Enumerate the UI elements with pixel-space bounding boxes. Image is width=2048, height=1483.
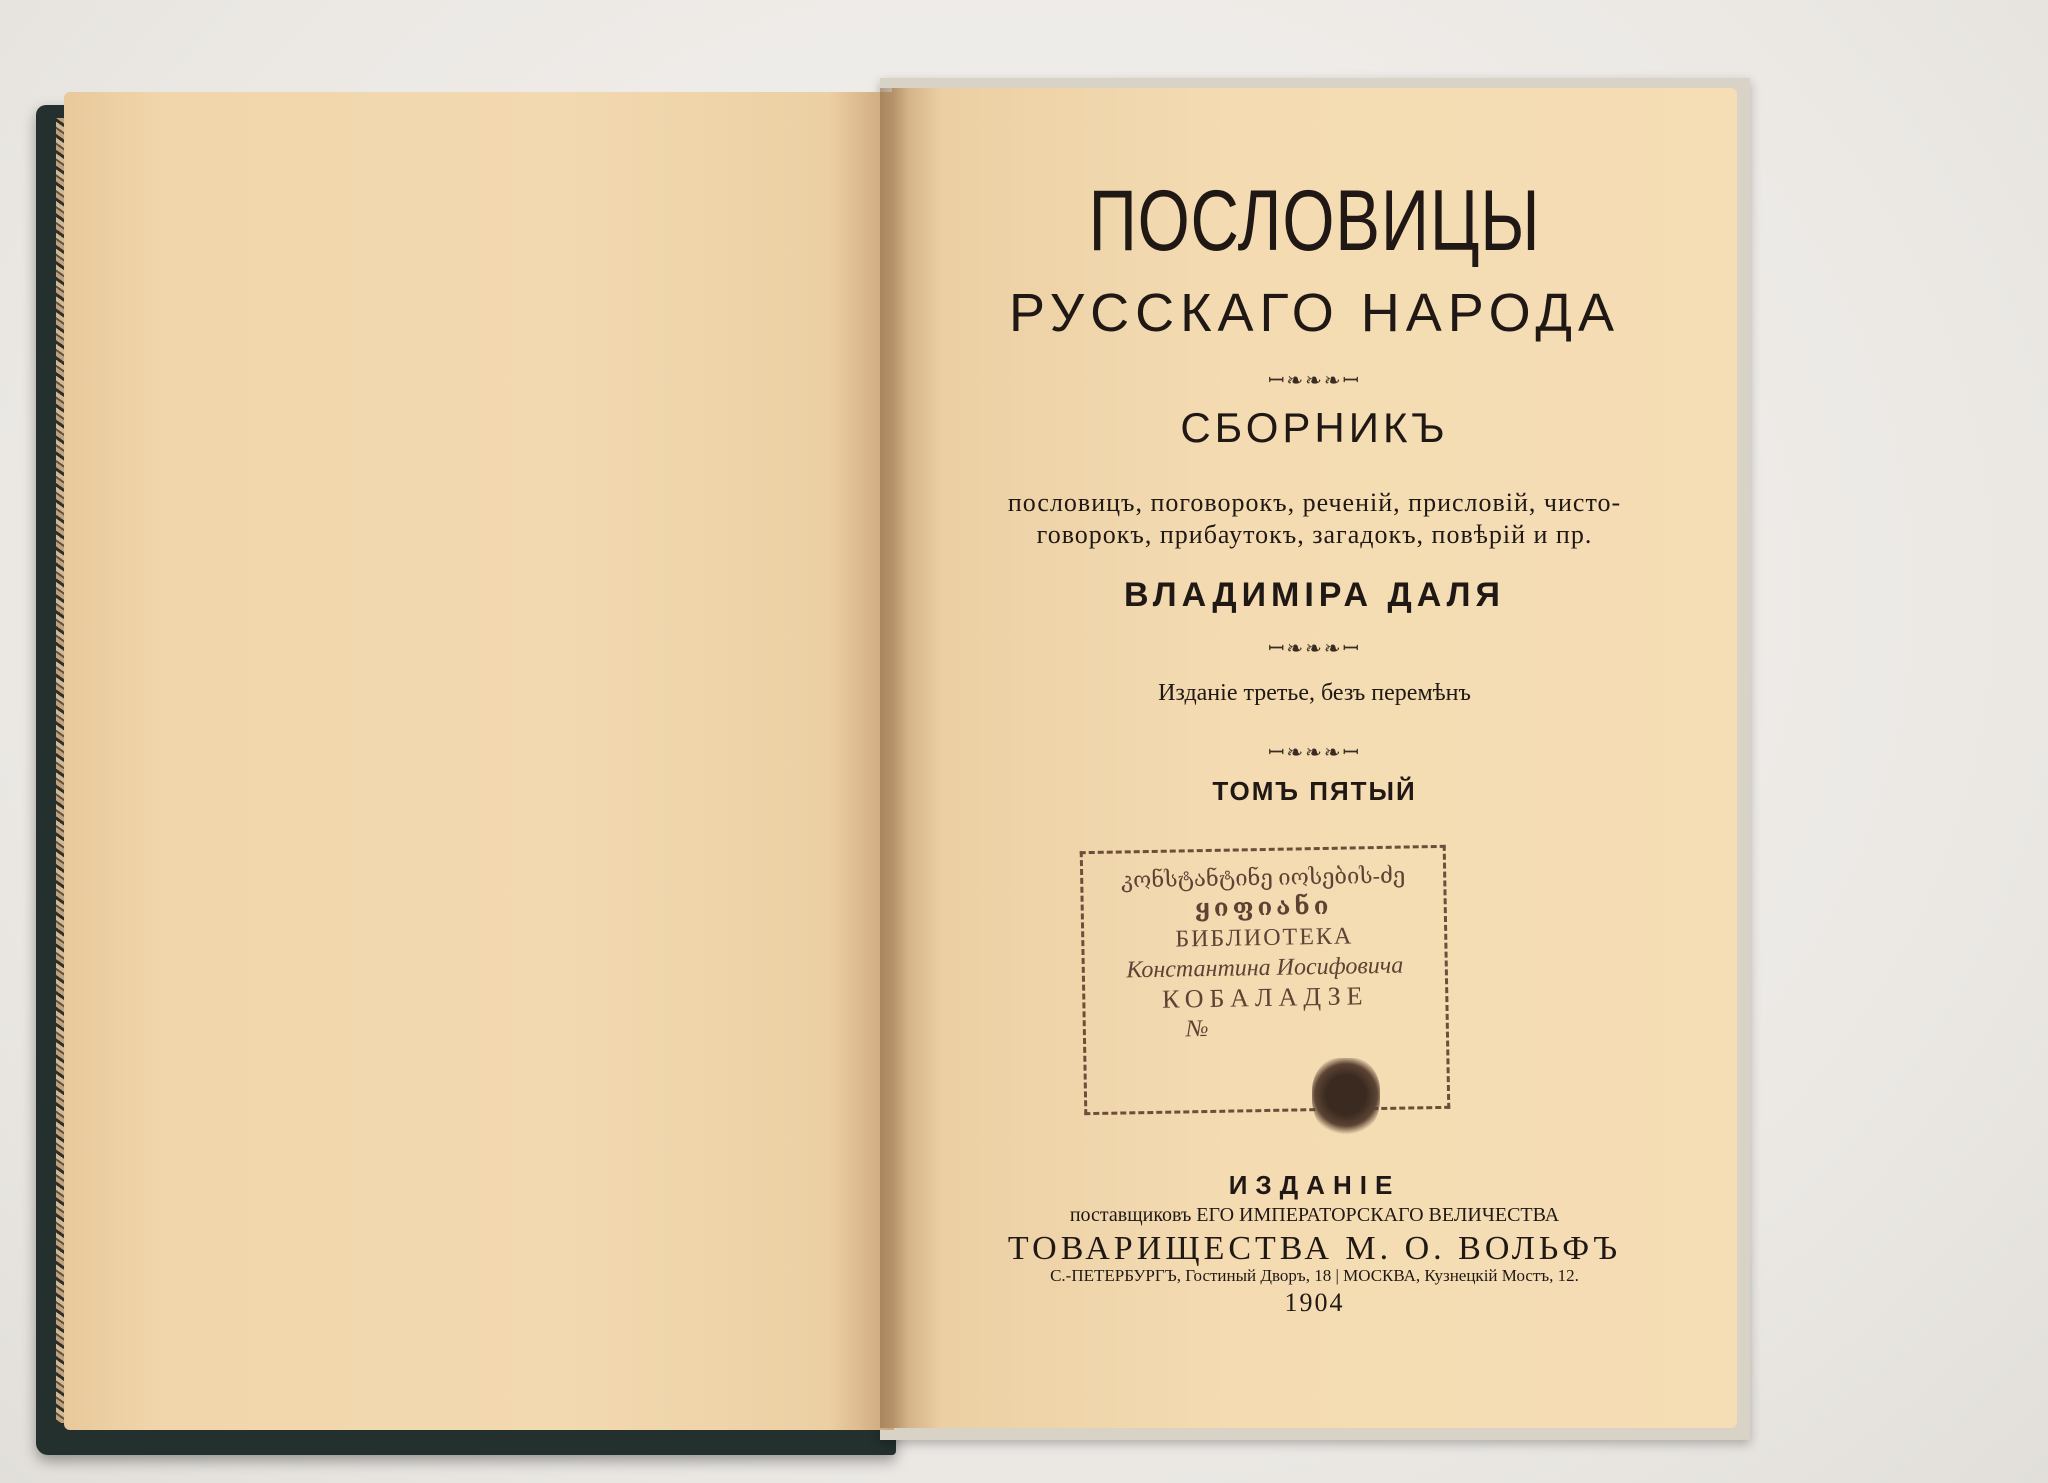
ornament-divider: ꟷ❧❧❧ꟷ (1268, 638, 1361, 660)
stamp-line: БИБЛИОТЕКА (1175, 923, 1354, 953)
ornament-divider: ꟷ❧❧❧ꟷ (1268, 742, 1361, 764)
left-blank-page (64, 92, 894, 1430)
volume-number: ТОМЪ ПЯТЫЙ (1212, 776, 1417, 806)
coat-of-arms-icon (1312, 1058, 1380, 1140)
stamp-number: № (1185, 1015, 1209, 1043)
collection-heading: СБОРНИКЪ (1180, 404, 1449, 451)
publisher-line: поставщиковъ ЕГО ИМПЕРАТОРСКАГО ВЕЛИЧЕСТВА (1069, 1204, 1560, 1226)
publisher-heading: ИЗДАНІЕ (1228, 1170, 1401, 1200)
publication-year: 1904 (1284, 1288, 1345, 1317)
stamp-line: კონსტანტინე იოსების-ძე (1120, 862, 1406, 893)
stamp-line: Константина Иосифовича (1126, 952, 1404, 984)
publisher-name: ТОВАРИЩЕСТВА М. О. ВОЛЬФЪ (1007, 1230, 1622, 1267)
edition-note: Изданіе третье, безъ перемѣнъ (1158, 680, 1471, 706)
publisher-address: С.-ПЕТЕРБУРГЪ, Гостиный Дворъ, 18 | МОСКВА, Кузнецкій Мостъ, 12. (1050, 1266, 1579, 1285)
description-line: пословицъ, поговорокъ, реченій, присловій, чисто- (1007, 488, 1622, 517)
library-stamp (1080, 845, 1451, 1115)
author-name: ВЛАДИМІРА ДАЛЯ (1124, 576, 1505, 614)
book-title: ПОСЛОВИЦЫ (1088, 173, 1541, 269)
book-subtitle: РУССКАГО НАРОДА (1008, 283, 1621, 343)
ornament-divider: ꟷ❧❧❧ꟷ (1268, 370, 1361, 392)
stamp-line: КОБАЛАДЗЕ (1161, 981, 1369, 1014)
stamp-line: ყიფიანი (1194, 893, 1333, 923)
description-line: говорокъ, прибаутокъ, загадокъ, повѣрій и пр. (1036, 520, 1593, 549)
